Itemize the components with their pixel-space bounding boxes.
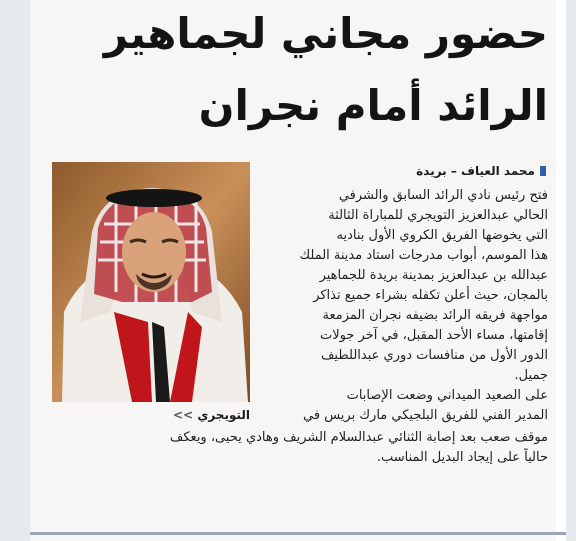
body-line: الحالي عبدالعزيز التويجري للمباراة الثالثة [328,208,548,223]
body-line: المدير الفني للفريق البلجيكي مارك بريس في [303,408,548,423]
headline-line-1: حضور مجاني لجماهير [103,9,548,58]
headline-line-2: الرائد أمام نجران [198,81,548,130]
body-line-wide: حالياً على إيجاد البديل المناسب. [376,450,548,465]
bottom-rule [30,532,566,535]
body-line-wide: موقف صعب بعد إصابة الثنائي عبدالسلام الشريف وهادي يحيى، ويعكف [169,430,548,445]
byline-marker-icon [540,166,546,176]
caption-arrows-icon: >> [173,408,194,422]
article-body-wide [48,428,548,468]
body-line: على الصعيد الميداني وضعت الإصابات [346,388,548,403]
newspaper-article [30,0,566,541]
body-line: فتح رئيس نادي الرائد السابق والشرفي [338,188,548,203]
body-line: جميل. [514,368,548,383]
body-line: التي يخوضها الفريق الكروي الأول بناديه [336,228,548,243]
byline-text: محمد العياف – بريدة [416,164,535,178]
body-line: عبدالله بن عبدالعزيز بمدينة بريدة للجماهير [319,268,548,283]
body-line: إقامتها، مساء الأحد المقبل، في آخر جولات [319,328,548,343]
body-line: الدور الأول من منافسات دوري عبداللطيف [320,348,548,363]
body-line: مواجهة فريقه الرائد بضيفه نجران المزمعة [322,308,548,323]
article-body [262,186,548,426]
portrait-illustration [52,162,250,402]
caption-text: التويجري [197,408,250,422]
body-line: هذا الموسم، أبواب مدرجات استاد مدينة الملك [299,248,548,263]
photo-caption [138,408,250,422]
byline [416,164,546,178]
body-line: بالمجان، حيث أعلن تكفله بشراء جميع تذاكر [313,288,548,303]
page-edge [556,0,566,541]
portrait-photo [52,162,250,402]
